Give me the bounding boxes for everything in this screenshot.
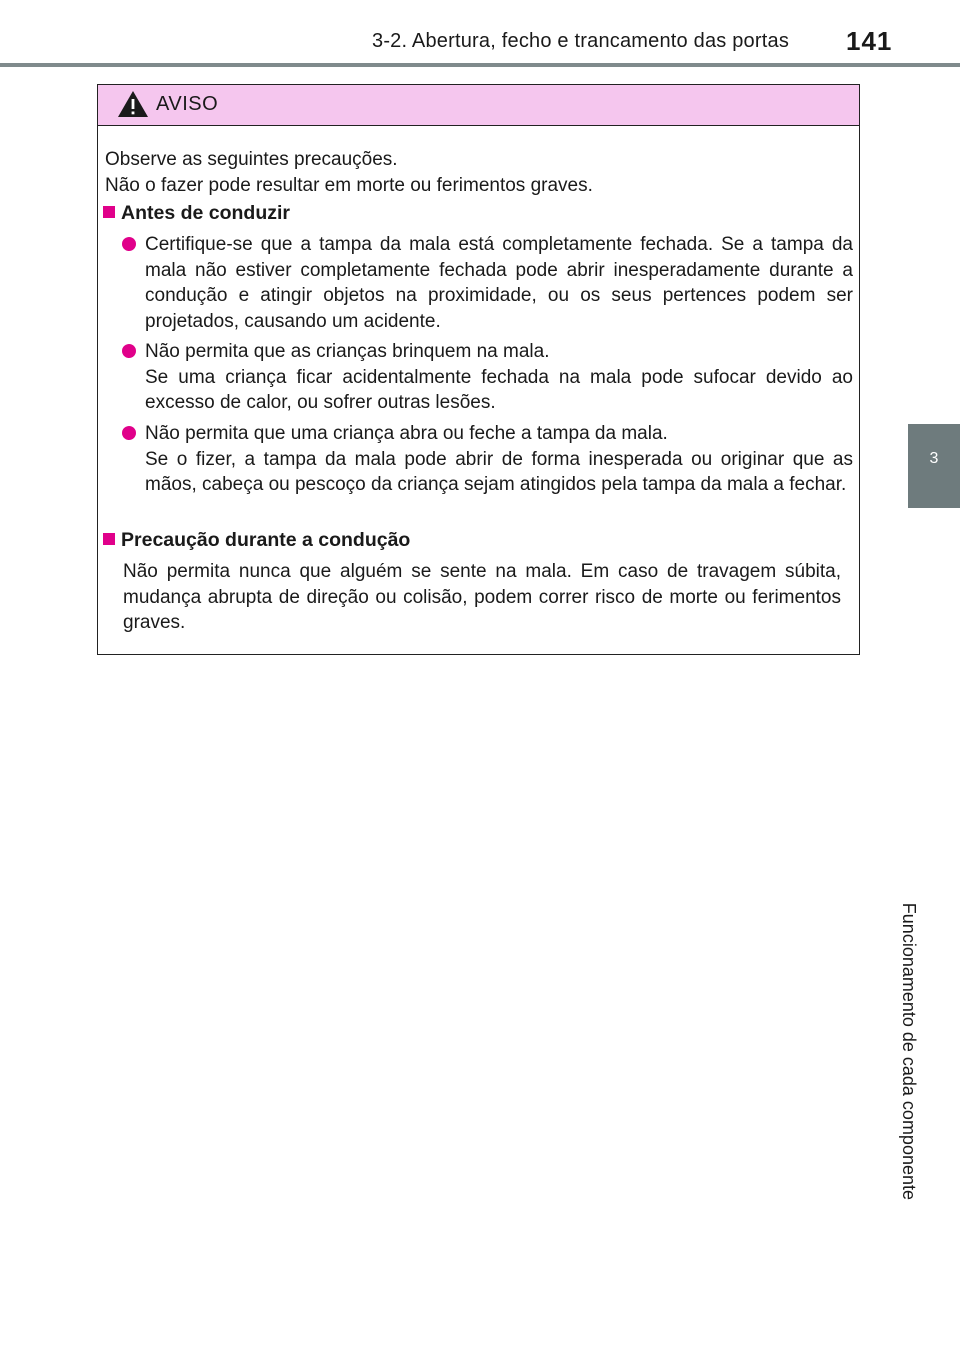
square-bullet-icon bbox=[103, 206, 115, 218]
section-heading-2 bbox=[103, 528, 410, 553]
round-bullet-icon bbox=[122, 344, 136, 358]
list-item bbox=[123, 232, 853, 335]
bullet-3-line-1: Não permita que uma criança abra ou feche a tampa da mala. bbox=[145, 423, 668, 444]
chapter-label: Funcionamento de cada componente bbox=[899, 902, 919, 1200]
section-2-text: Não permita nunca que alguém se sente na mala. Em caso de travagem súbita, mudança abrupta de direção ou colisão, podem correr risco de morte ou ferimentos graves. bbox=[123, 561, 841, 634]
intro-line-1: Observe as seguintes precauções. bbox=[105, 149, 398, 170]
intro-line-2: Não o fazer pode resultar em morte ou ferimentos graves. bbox=[105, 174, 593, 196]
section-title: 3-2. Abertura, fecho e trancamento das portas bbox=[372, 30, 790, 52]
warning-box bbox=[97, 84, 860, 655]
bullet-2-line-2: Se uma criança ficar acidentalmente fechada na mala pode sufocar devido ao excesso de calor, ou sofrer outras lesões. bbox=[145, 366, 853, 414]
page-number: 141 bbox=[846, 26, 893, 56]
bullet-1-text: Certifique-se que a tampa da mala está completamente fechada. Se a tampa da mala não estiver completamente fechada pode abrir inesperadamente durante a condução e atingir objetos na proximidade, ou os seus pertences podem ser projetados, causando um acidente. bbox=[145, 234, 853, 333]
bullet-3-line-2: Se o fizer, a tampa da mala pode abrir de forma inesperada ou originar que as mãos, cabeça ou pescoço da criança sejam atingidos pela tampa da mala a fechar. bbox=[145, 448, 853, 496]
warning-intro bbox=[105, 147, 593, 198]
section-heading-1-text: Antes de conduzir bbox=[121, 202, 291, 224]
square-bullet-icon bbox=[103, 533, 115, 545]
header-divider bbox=[0, 63, 960, 67]
list-item bbox=[123, 421, 853, 498]
warning-label: AVISO bbox=[156, 93, 219, 115]
round-bullet-icon bbox=[122, 426, 136, 440]
list-item bbox=[123, 339, 853, 416]
warning-triangle-icon bbox=[116, 89, 150, 119]
chapter-number: 3 bbox=[929, 450, 939, 467]
warning-header bbox=[98, 85, 859, 126]
chapter-tab bbox=[908, 424, 960, 508]
section-heading-2-text: Precaução durante a condução bbox=[121, 529, 411, 551]
bullet-2-line-1: Não permita que as crianças brinquem na mala. bbox=[145, 341, 550, 362]
round-bullet-icon bbox=[122, 237, 136, 251]
section-heading-1 bbox=[103, 201, 290, 226]
